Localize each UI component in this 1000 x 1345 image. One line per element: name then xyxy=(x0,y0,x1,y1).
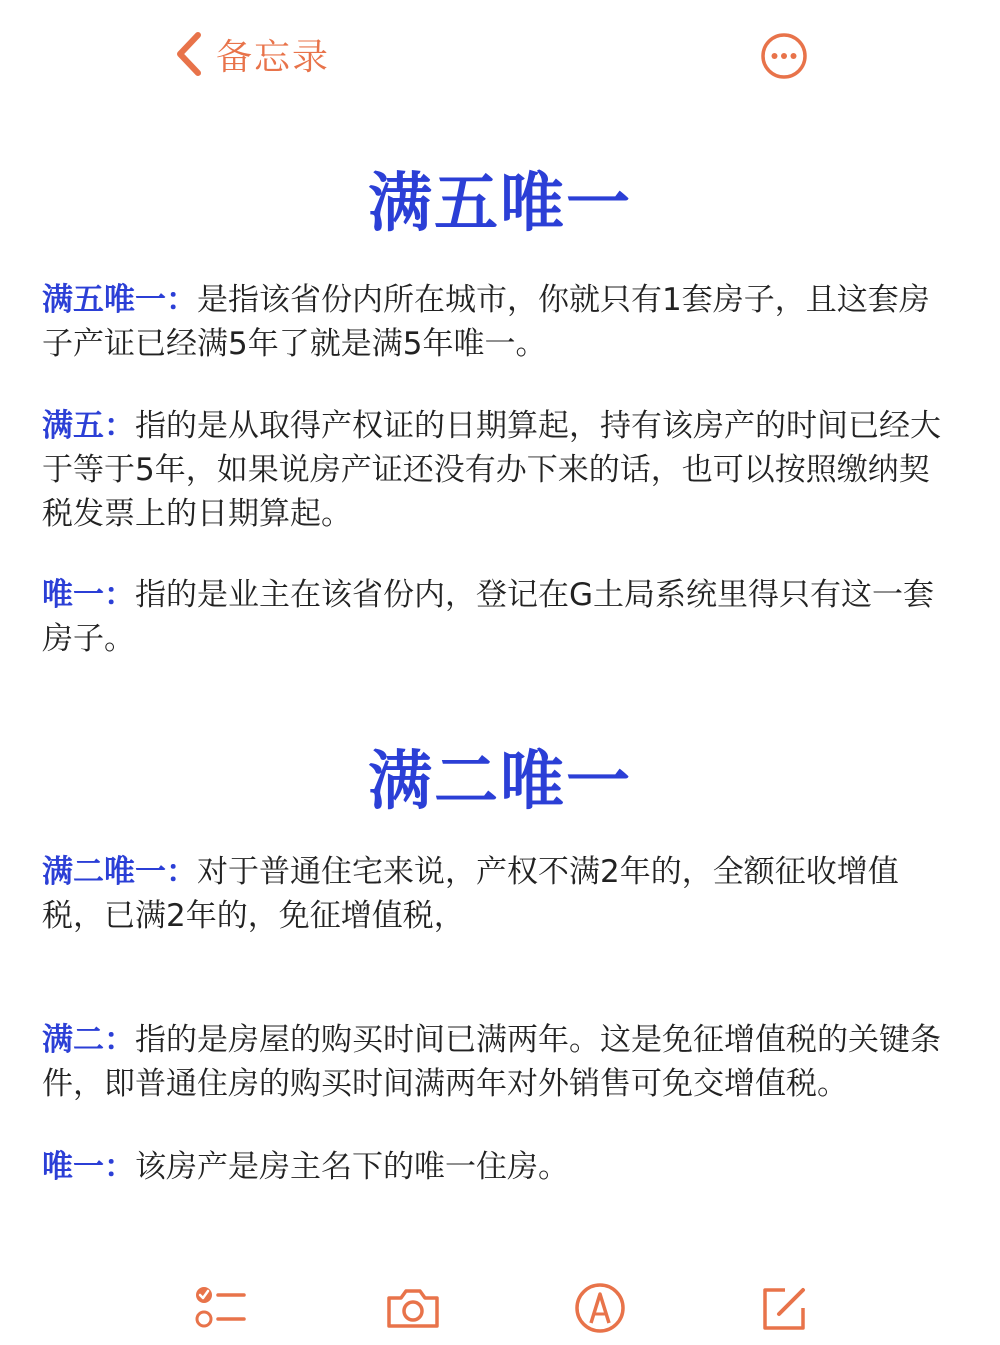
term-label: 唯一： xyxy=(42,1149,135,1185)
term-label: 满二唯一： xyxy=(42,854,197,890)
note-paragraph xyxy=(42,850,958,938)
section-title: 满二唯一 xyxy=(368,745,632,819)
term-definition: 指的是从取得产权证的日期算起，持有该房产的时间已经大于等于5年，如果说房产证还没有办下来的话，也可以按照缴纳契税发票上的日期算起。 xyxy=(42,408,941,532)
note-paragraph xyxy=(42,278,958,366)
note-paragraph xyxy=(42,1145,958,1189)
term-definition: 指的是业主在该省份内，登记在G土局系统里得只有这一套房子。 xyxy=(42,577,935,657)
back-button[interactable] xyxy=(172,28,330,80)
bottom-toolbar xyxy=(0,1270,1000,1345)
back-label: 备忘录 xyxy=(216,36,331,78)
term-label: 满五唯一： xyxy=(42,282,197,318)
checklist-icon[interactable] xyxy=(190,1278,250,1338)
term-definition: 是指该省份内所在城市，你就只有1套房子，且这套房子产证已经满5年了就是满5年唯一。 xyxy=(42,282,930,362)
compose-icon[interactable] xyxy=(755,1278,815,1338)
navigation-bar xyxy=(0,0,1000,110)
note-paragraph xyxy=(42,1018,958,1106)
term-definition: 对于普通住宅来说，产权不满2年的，全额征收增值税，已满2年的，免征增值税， xyxy=(42,854,899,934)
term-label: 满二： xyxy=(42,1022,135,1058)
term-definition: 该房产是房主名下的唯一住房。 xyxy=(135,1149,569,1185)
note-paragraph xyxy=(42,573,958,661)
more-options-icon[interactable] xyxy=(760,32,808,80)
term-definition: 指的是房屋的购买时间已满两年。这是免征增值税的关键条件，即普通住房的购买时间满两年对外销售可免交增值税。 xyxy=(42,1022,941,1102)
term-label: 唯一： xyxy=(42,577,135,613)
camera-icon[interactable] xyxy=(383,1278,443,1338)
chevron-left-icon xyxy=(172,31,208,77)
term-label: 满五： xyxy=(42,408,135,444)
section-title: 满五唯一 xyxy=(368,167,632,241)
markup-pen-icon[interactable] xyxy=(570,1278,630,1338)
note-paragraph xyxy=(42,404,958,536)
